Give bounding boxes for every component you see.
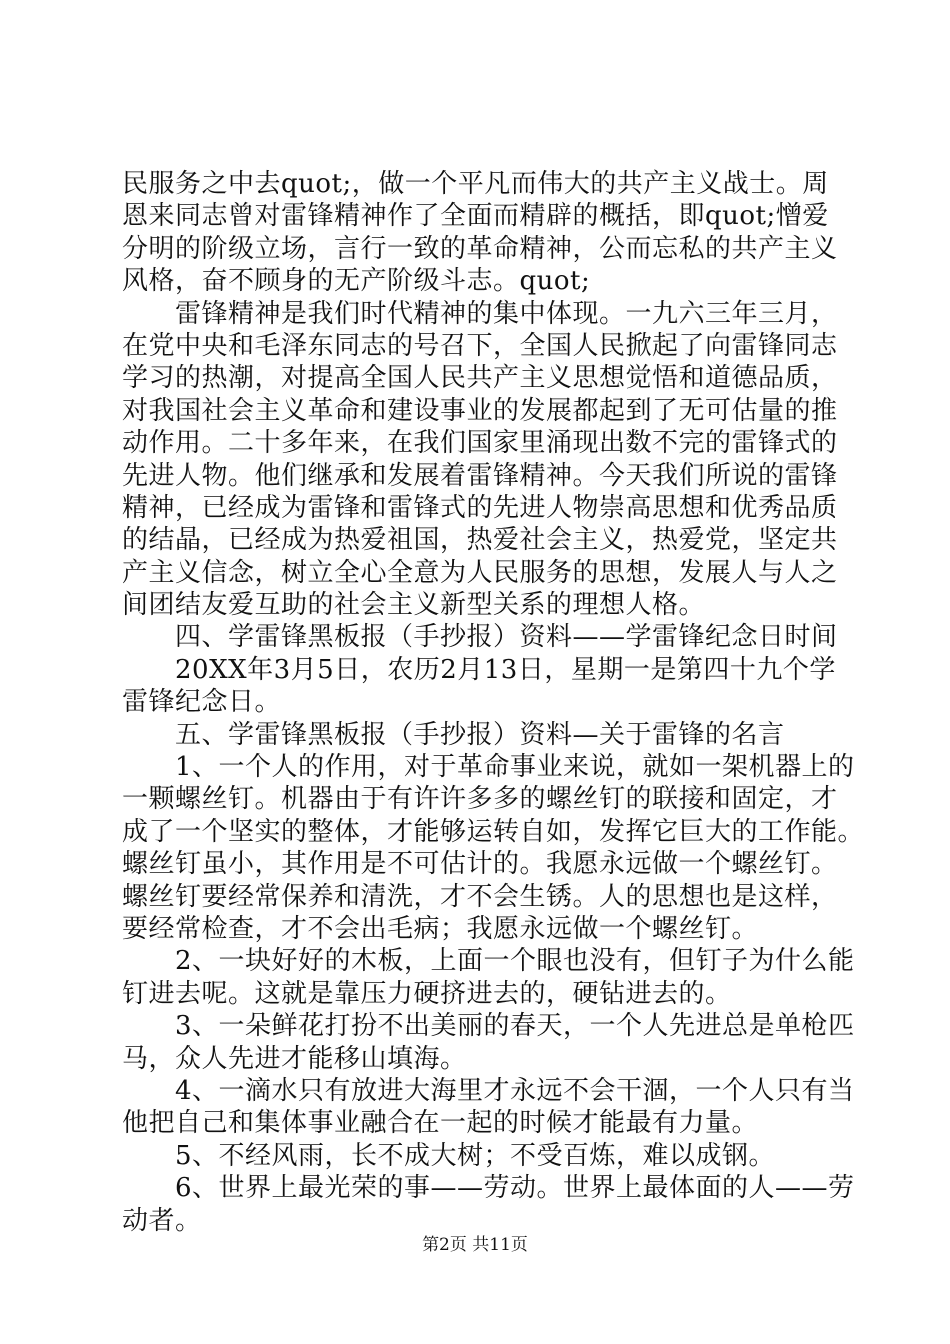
text-line: 间团结友爱互助的社会主义新型关系的理想人格。 <box>122 590 706 621</box>
text-line: 雷锋纪念日。 <box>122 687 282 718</box>
text-line: 民服务之中去quot;，做一个平凡而伟大的共产主义战士。周 <box>122 169 829 199</box>
text-line: 动作用。二十多年来，在我们国家里涌现出数不完的雷锋式的 <box>122 428 838 459</box>
text-line: 3、一朵鲜花打扮不出美丽的春天，一个人先进总是单枪匹 <box>122 1011 855 1042</box>
text-line: 学习的热潮，对提高全国人民共产主义思想觉悟和道德品质， <box>122 363 838 394</box>
text-line: 螺丝钉要经常保养和清洗，才不会生锈。人的思想也是这样， <box>122 881 838 912</box>
text-line: 恩来同志曾对雷锋精神作了全面而精辟的概括，即quot;憎爱 <box>122 201 829 232</box>
document-body <box>122 168 865 1237</box>
text-line: 1、一个人的作用，对于革命事业来说，就如一架机器上的 <box>122 752 855 783</box>
text-line: 他把自己和集体事业融合在一起的时候才能最有力量。 <box>122 1108 759 1139</box>
text-line: 风格，奋不顾身的无产阶级斗志。quot; <box>122 266 591 297</box>
page-number-footer: 第2页 共11页 <box>422 1235 528 1255</box>
text-line: 马，众人先进才能移山填海。 <box>122 1043 467 1074</box>
text-line: 钉进去呢。这就是靠压力硬挤进去的，硬钻进去的。 <box>122 978 732 1009</box>
text-line: 雷锋精神是我们时代精神的集中体现。一九六三年三月， <box>122 298 838 329</box>
text-line: 6、世界上最光荣的事——劳动。世界上最体面的人——劳 <box>122 1173 855 1204</box>
text-line: 螺丝钉虽小，其作用是不可估计的。我愿永远做一个螺丝钉。 <box>122 849 838 880</box>
text-line: 4、一滴水只有放进大海里才永远不会干涸，一个人只有当 <box>122 1075 855 1106</box>
text-line: 对我国社会主义革命和建设事业的发展都起到了无可估量的推 <box>122 395 838 426</box>
text-line: 20XX年3月5日，农历2月13日，星期一是第四十九个学 <box>122 654 836 685</box>
text-line: 分明的阶级立场，言行一致的革命精神，公而忘私的共产主义 <box>122 233 838 264</box>
text-line: 产主义信念，树立全心全意为人民服务的思想，发展人与人之 <box>122 557 838 588</box>
text-line: 四、学雷锋黑板报（手抄报）资料——学雷锋纪念日时间 <box>122 622 838 653</box>
text-line: 成了一个坚实的整体，才能够运转自如，发挥它巨大的工作能。 <box>122 816 865 847</box>
text-line: 精神，已经成为雷锋和雷锋式的先进人物崇高思想和优秀品质 <box>122 492 838 523</box>
text-line: 5、不经风雨，长不成大树；不受百炼，难以成钢。 <box>122 1140 776 1171</box>
text-line: 2、一块好好的木板，上面一个眼也没有，但钉子为什么能 <box>122 946 855 977</box>
text-line: 要经常检查，才不会出毛病；我愿永远做一个螺丝钉。 <box>122 913 759 944</box>
text-line: 一颗螺丝钉。机器由于有许许多多的螺丝钉的联接和固定，才 <box>122 784 838 815</box>
text-line: 在党中央和毛泽东同志的号召下，全国人民掀起了向雷锋同志 <box>122 330 838 361</box>
text-line: 先进人物。他们继承和发展着雷锋精神。今天我们所说的雷锋 <box>122 460 838 491</box>
text-line: 的结晶，已经成为热爱祖国，热爱社会主义，热爱党，坚定共 <box>122 525 838 556</box>
text-line: 五、学雷锋黑板报（手抄报）资料—关于雷锋的名言 <box>122 719 785 750</box>
text-line: 动者。 <box>122 1205 202 1236</box>
